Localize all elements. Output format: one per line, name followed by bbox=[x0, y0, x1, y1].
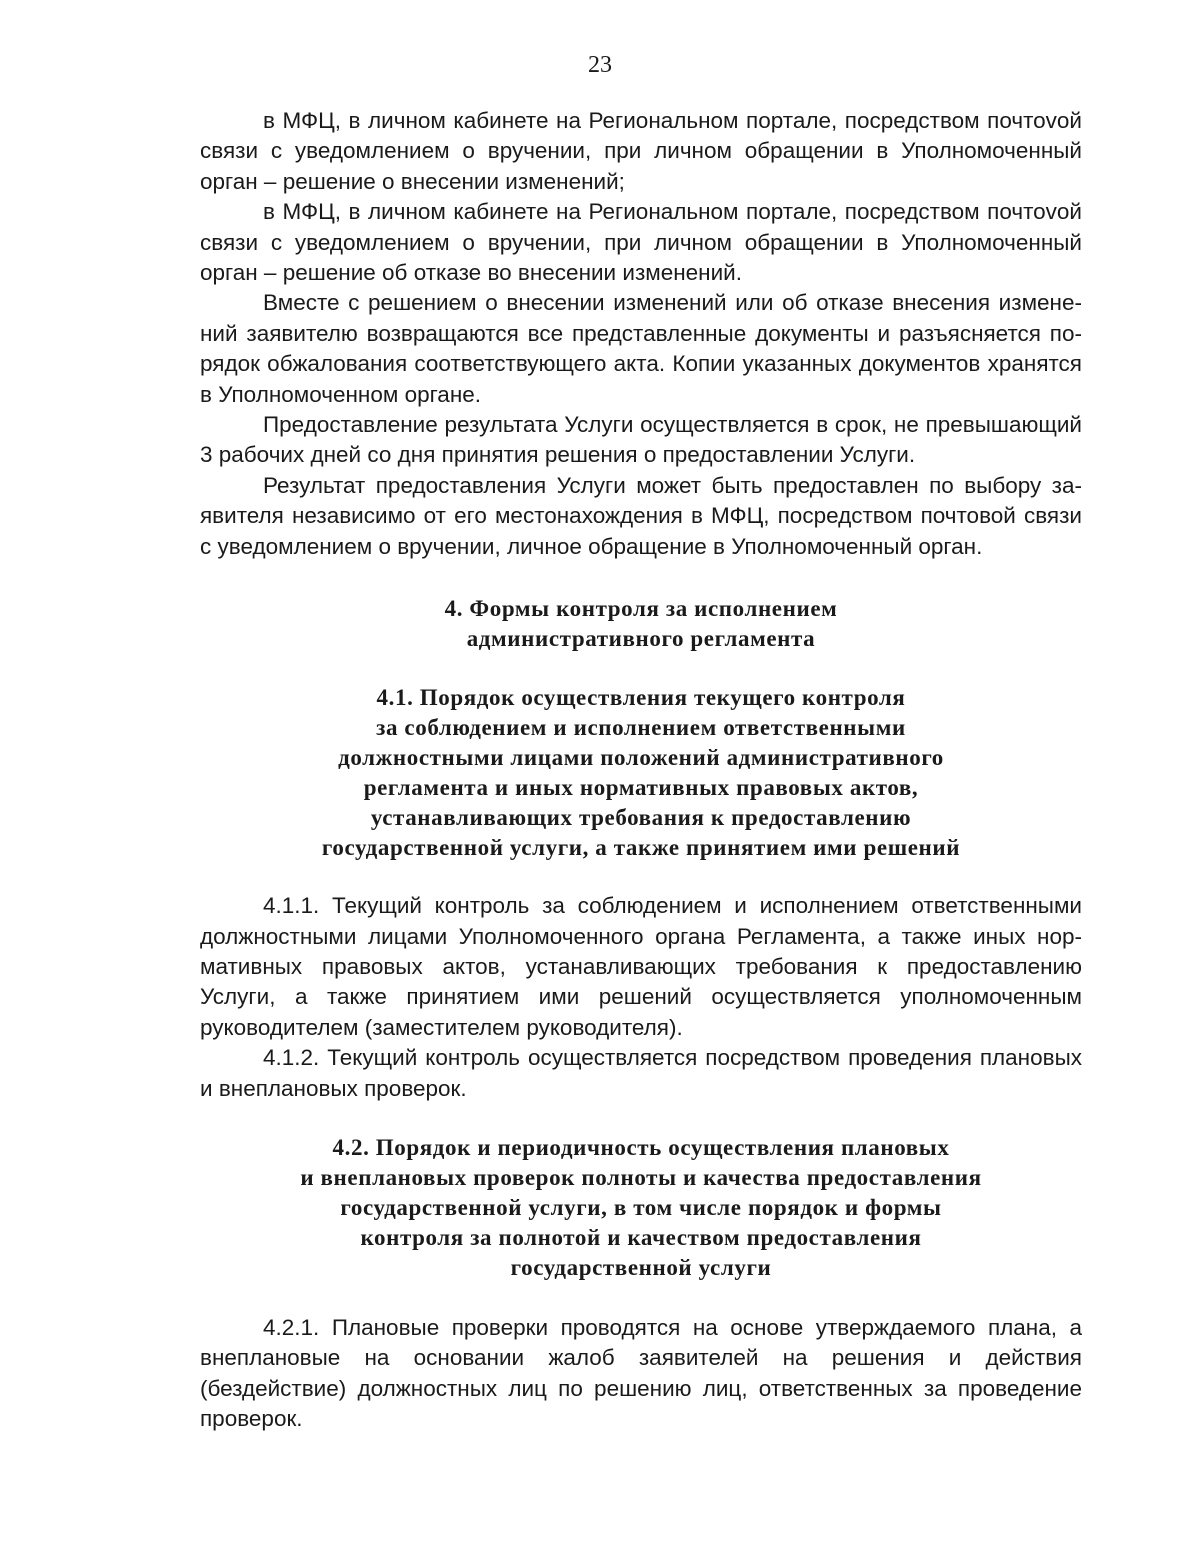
paragraph: Вместе с решением о внесении изменений или об отказе внесения изменений заявителю возвращаются все представленные документы и разъясняется порядок обжалования соответствующего акта. Копии указанных документов хранятся в Уполномоченном органе. bbox=[200, 290, 1082, 407]
heading-line: и внеплановых проверок полноты и качества предоставления bbox=[300, 1164, 982, 1190]
paragraph-4-1-1: 4.1.1. Текущий контроль за соблюдением и исполнением ответственными должностными лицами Уполномоченного органа Регламента, а также иных нормативных правовых актов, устанавливающих требования к предоставлению Услуги, а также принятием ими решений осуществляется уполномоченным руководителем (заместителем руководителя). bbox=[200, 893, 1082, 1040]
heading-line: 4.1. Порядок осуществления текущего контроля bbox=[376, 685, 906, 711]
heading-line: 4. Формы контроля за исполнением bbox=[444, 596, 838, 622]
heading-line: за соблюдением и исполнением ответственными bbox=[376, 715, 906, 741]
paragraph: в МФЦ, в личном кабинете на Региональном портале, посредством почтоvой связи с уведомлением о вручении, при личном обращении в Уполномоченный орган – решение о внесении изменений; bbox=[200, 108, 1082, 194]
section-heading-4 bbox=[200, 594, 1082, 654]
heading-line: 4.2. Порядок и периодичность осуществления плановых bbox=[332, 1134, 950, 1160]
paragraph-4-2-1: 4.2.1. Плановые проверки проводятся на основе утверждаемого плана, а внеплановые на основании жалоб заявителей на решения и действия (бездействие) должностных лиц по решению лиц, ответственных за проведение проверок. bbox=[200, 1314, 1082, 1432]
heading-line: регламента и иных нормативных правовых актов, bbox=[363, 775, 919, 801]
document-body bbox=[200, 106, 1082, 1435]
paragraph-4-1-2: 4.1.2. Текущий контроль осуществляется посредством проведения плановых и внеплановых проверок. bbox=[200, 1045, 1082, 1101]
heading-line: устанавливающих требования к предоставлению bbox=[370, 805, 912, 831]
heading-line: государственной услуги bbox=[510, 1254, 772, 1280]
heading-line: государственной услуги, а также принятием ими решений bbox=[321, 835, 961, 861]
heading-line: административного регламента bbox=[466, 626, 816, 652]
paragraph: Предоставление результата Услуги осуществляется в срок, не превышающий 3 рабочих дней со дня принятия решения о предоставлении Услуги. bbox=[200, 412, 1082, 468]
section-heading-4-2 bbox=[200, 1133, 1082, 1283]
heading-line: контроля за полнотой и качеством предоставления bbox=[360, 1224, 922, 1250]
page-number: 23 bbox=[588, 52, 612, 78]
paragraph: Результат предоставления Услуги может быть предоставлен по выбору заявителя независимо от его местонахождения в МФЦ, посредством почтовой связи с уведомлением о вручении, личное обращение в Уполномоченный орган. bbox=[200, 472, 1082, 559]
heading-line: должностными лицами положений административного bbox=[338, 745, 944, 771]
section-heading-4-1 bbox=[200, 683, 1082, 863]
heading-line: государственной услуги, в том числе порядок и формы bbox=[340, 1194, 942, 1220]
paragraph: в МФЦ, в личном кабинете на Региональном портале, посредством почтоvой связи с уведомлением о вручении, при личном обращении в Уполномоченный орган – решение об отказе во внесении изменений. bbox=[200, 199, 1082, 286]
